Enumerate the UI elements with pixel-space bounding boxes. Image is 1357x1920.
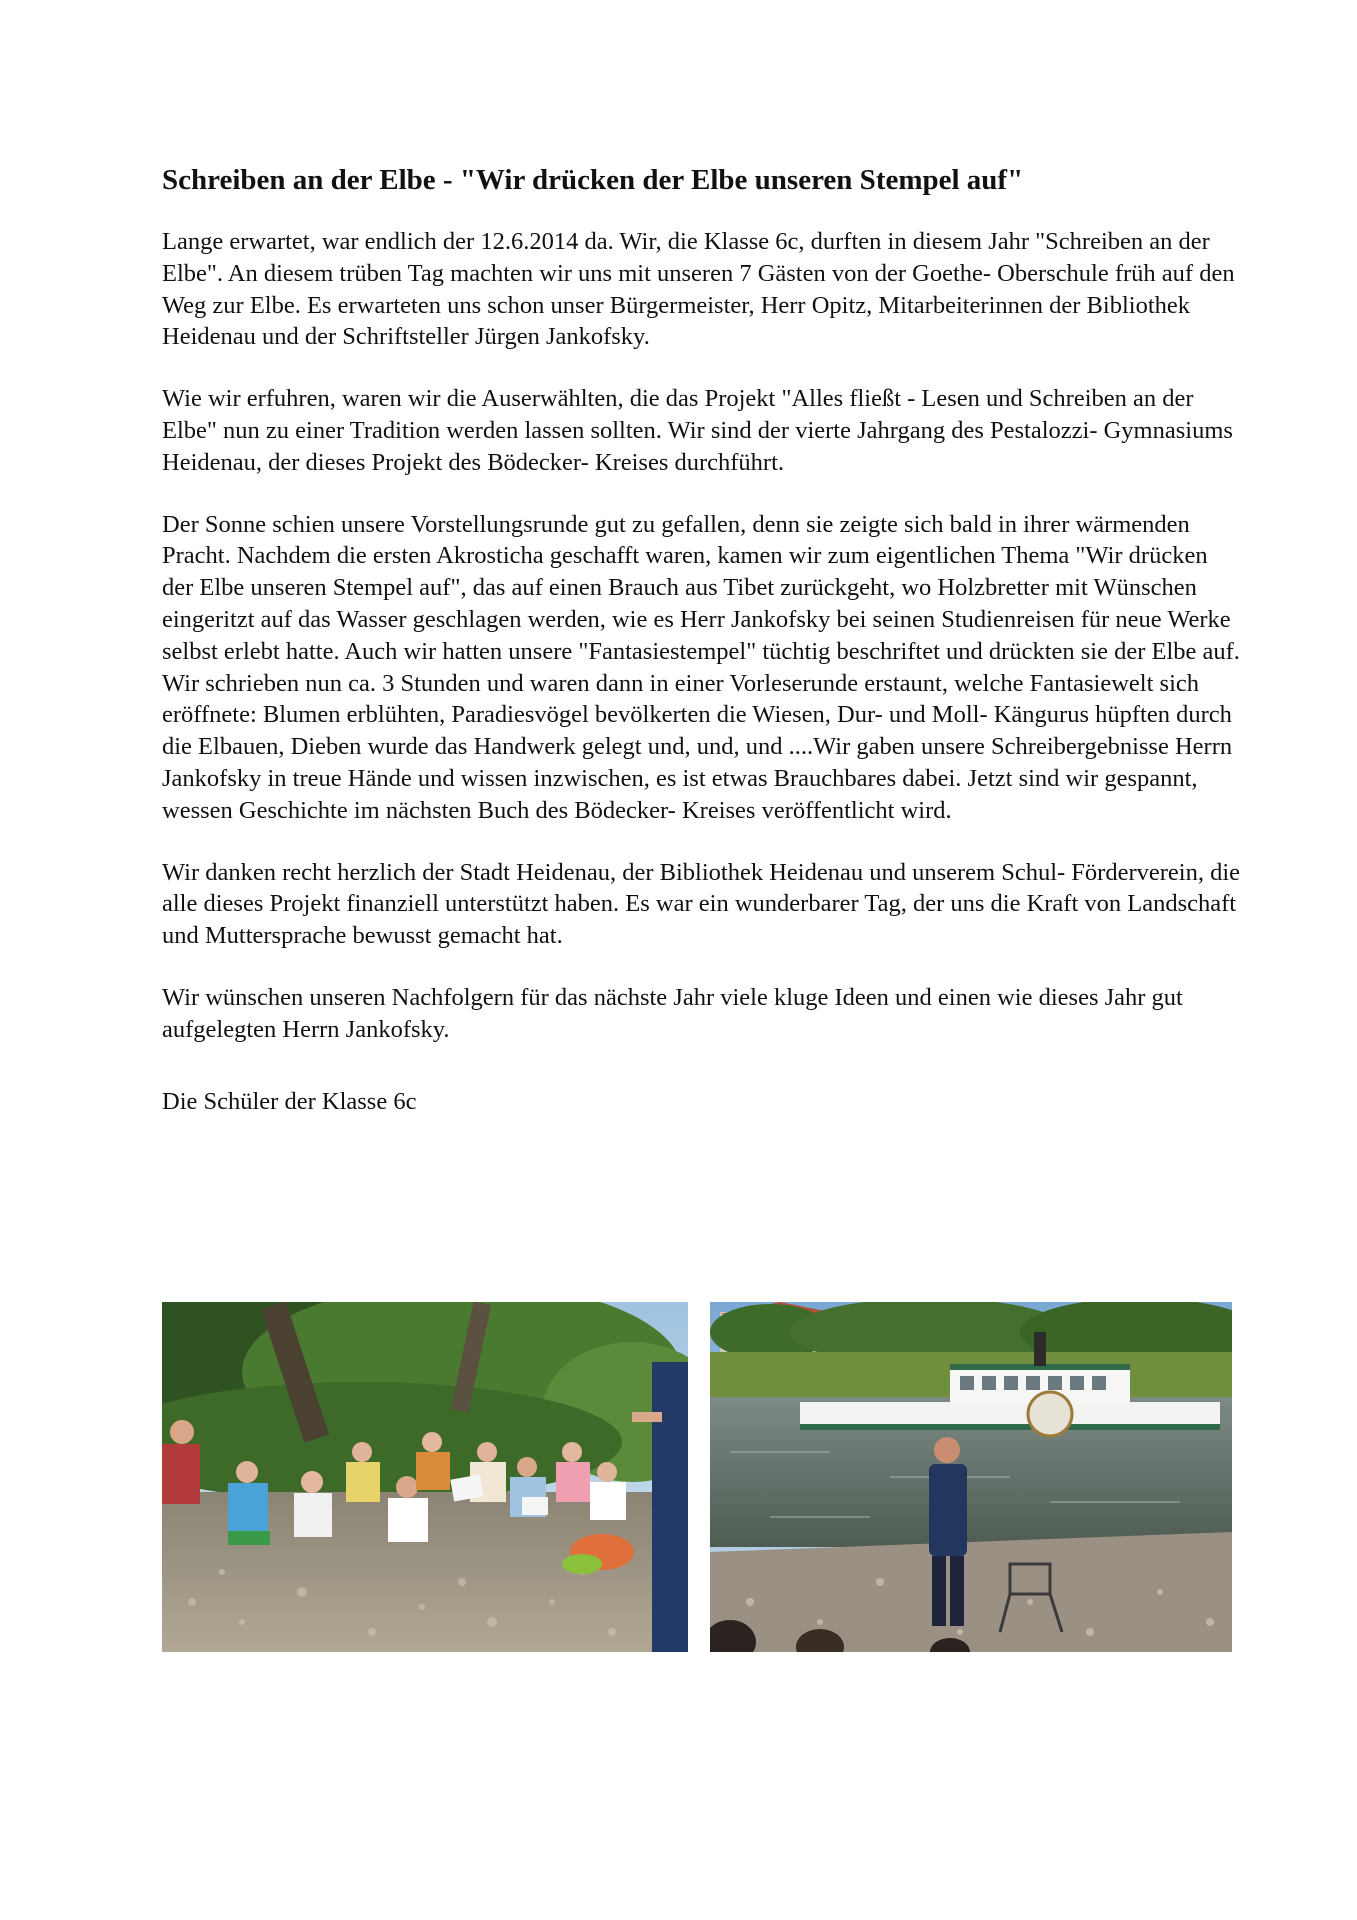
paragraph-wishes: Wir wünschen unseren Nachfolgern für das nächste Jahr viele kluge Ideen und einen wie dieses Jahr gut aufgelegten Herrn Jankofsky. bbox=[162, 983, 1183, 1043]
signature: Die Schüler der Klasse 6c bbox=[162, 1087, 417, 1115]
paragraph-thanks: Wir danken recht herzlich der Stadt Heidenau, der Bibliothek Heidenau und unserem Schul- Förderverein, die alle dieses Projekt finanziell unterstützt haben. Es war ein wunderbarer Tag, der uns die Kraft von Landschaft und Muttersprache bewusst gemacht hat. bbox=[162, 858, 1241, 950]
photo-river-steamer bbox=[710, 1302, 1232, 1652]
photo-students-riverbank bbox=[162, 1302, 688, 1652]
river-steamer-image bbox=[710, 1302, 1232, 1652]
paragraph-project: Wie wir erfuhren, waren wir die Auserwählten, die das Projekt "Alles fließt - Lesen und Schreiben an der Elbe" nun zu einer Tradition werden lassen sollten. Wir sind der vierte Jahrgang des Pestalozzi- Gymnasiums Heidenau, der dieses Projekt des Bödecker- Kreises durchführt. bbox=[162, 385, 1233, 476]
article-title: Schreiben an der Elbe - "Wir drücken der Elbe unseren Stempel auf" bbox=[162, 164, 1024, 196]
article bbox=[162, 160, 1242, 1147]
students-riverbank-image bbox=[162, 1302, 688, 1652]
paragraph-intro: Lange erwartet, war endlich der 12.6.2014 da. Wir, die Klasse 6c, durften in diesem Jahr "Schreiben an der Elbe". An diesem trüben Tag machten wir uns mit unseren 7 Gästen von der Goethe- Oberschule früh auf den Weg zur Elbe. Es erwarteten uns schon unser Bürgermeister, Herr Opitz, Mitarbeiterinnen der Bibliothek Heidenau und der Schriftsteller Jürgen Jankofsky. bbox=[162, 228, 1235, 351]
photo-row bbox=[162, 1302, 1232, 1652]
paragraph-writing-day: Der Sonne schien unsere Vorstellungsrunde gut zu gefallen, denn sie zeigte sich bald in ihrer wärmenden Pracht. Nachdem die ersten Akrosticha geschafft waren, kamen wir zum eigentlichen Thema "Wir drücken der Elbe unseren Stempel auf", das auf einen Brauch aus Tibet zurückgeht, wo Holzbretter mit Wünschen eingeritzt auf das Wasser geschlagen werden, wie es Herr Jankofsky bei seinen Studienreisen für neue Werke selbst erlebt hatte. Auch wir hatten unsere "Fantasiestempel" tüchtig beschriftet und drückten sie der Elbe auf. Wir schrieben nun ca. 3 Stunden und waren dann in einer Vorleserunde erstaunt, welche Fantasiewelt sich eröffnete: Blumen erblühten, Paradiesvögel bevölkerten die Wiesen, Dur- und Moll- Kängurus hüpften durch die Elbauen, Dieben wurde das Handwerk gelegt und, und, und ....Wir gaben unsere Schreibergebnisse Herrn Jankofsky in treue Hände und wissen inzwischen, es ist etwas Brauchbares dabei. Jetzt sind wir gespannt, wessen Geschichte im nächsten Buch des Bödecker- Kreises veröffentlicht wird. bbox=[162, 510, 1240, 824]
